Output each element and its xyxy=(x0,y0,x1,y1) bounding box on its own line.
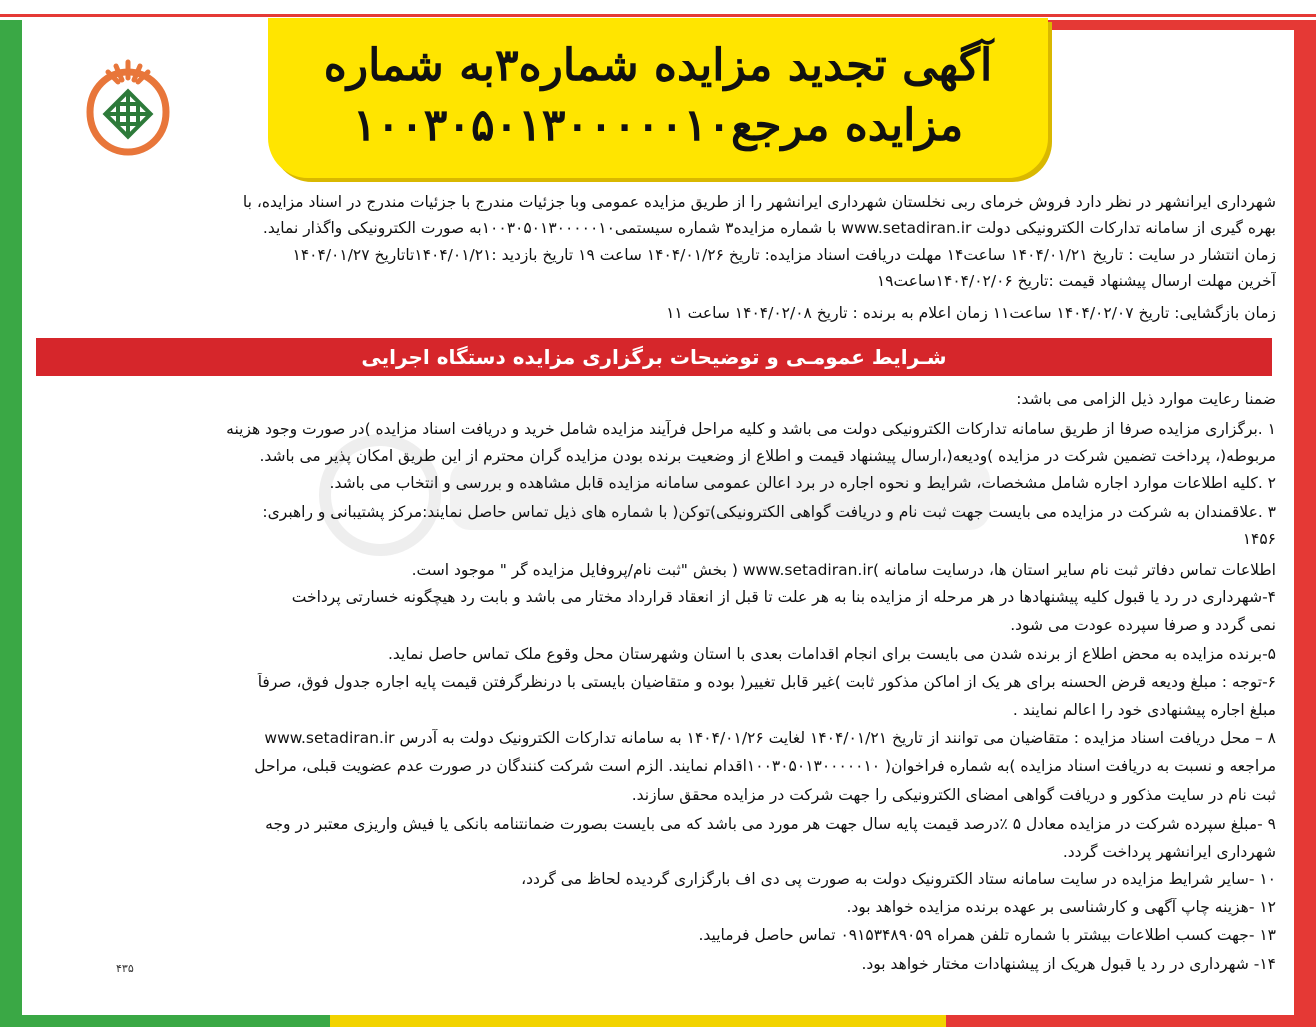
left-green-border xyxy=(0,20,22,1027)
title-line-1: آگهی تجدید مزایده شماره۳به شماره xyxy=(323,40,993,91)
condition-line: اطلاعات تماس دفاتر ثبت نام سایر استان ها، درسایت سامانه )www.setadiran.ir ( بخش "ثبت نام/پروفایل مزایده گر " موجود است. xyxy=(411,561,1276,579)
condition-line: ۹ -مبلغ سپرده شرکت در مزایده معادل ۵ ٪درصد قیمت پایه سال جهت هر مورد می باشد که می بایست بصورت ضمانتنامه بانکی یا فیش واریزی معتبر در وجه xyxy=(265,815,1276,833)
condition-line: ۶-توجه : مبلغ ودیعه قرض الحسنه برای هر یک از اماکن مذکور ثابت )غیر قابل تغییر( بوده و متقاضیان بایستی با درنظرگرفتن قیمت پایه اجاره جدول فوق، صرفاً xyxy=(257,673,1276,691)
right-red-border xyxy=(1294,20,1316,1027)
top-border xyxy=(0,0,1316,17)
conditions-banner xyxy=(36,338,1272,376)
bottom-red-border xyxy=(946,1015,1316,1027)
bottom-green-border xyxy=(0,1015,330,1027)
intro-line: بهره گیری از سامانه تدارکات الکترونیکی دولت www.setadiran.ir با شماره مزایده۳ شماره سیستمی۱۰۰۳۰۵۰۱۳۰۰۰۰۰۱۰به صورت الکترونیکی واگذار نماید. xyxy=(262,219,1276,237)
municipality-emblem-icon xyxy=(78,58,178,158)
condition-line: ۴-شهرداری در رد یا قبول کلیه پیشنهادها در هر مرحله از مزایده بنا به هر علت تا قبل از انعقاد قرارداد مختار می باشد و بابت رد هیچگونه خسارتی پرداخت xyxy=(291,588,1276,606)
top-right-red-border xyxy=(1040,20,1316,30)
page-number: ۴۳۵ xyxy=(116,962,134,975)
condition-line: ۲ .کلیه اطلاعات موارد اجاره شامل مشخصات، شرایط و نحوه اجاره در برد اعالن عمومی سامانه مزایده قابل مشاهده و بررسی و انتخاب می باشد. xyxy=(329,474,1276,492)
condition-line: ۸ – محل دریافت اسناد مزایده : متقاضیان می توانند از تاریخ ۱۴۰۴/۰۱/۲۱ لغایت ۱۴۰۴/۰۱/۲۶ به سامانه تدارکات الکترونیک دولت به آدرس www.setadiran.ir xyxy=(264,729,1276,747)
banner-title: شـرایط عمومـی و توضیحات برگزاری مزایده دستگاه اجرایی xyxy=(361,345,947,369)
title-line-2: مزایده مرجع۱۰۰۳۰۵۰۱۳۰۰۰۰۰۱۰ xyxy=(352,100,964,151)
condition-line: ۱۴۵۶ xyxy=(1242,530,1276,548)
title-box xyxy=(268,18,1048,178)
condition-line: ضمنا رعایت موارد ذیل الزامی می باشد: xyxy=(1016,390,1276,408)
condition-line: مبلغ اجاره پیشنهادی خود را اعالم نمایند . xyxy=(1012,701,1276,719)
condition-line: ۱۲ -هزینه چاپ آگهی و کارشناسی بر عهده برنده مزایده خواهد بود. xyxy=(846,898,1276,916)
condition-line: مراجعه و نسبت به دریافت اسناد مزایده )به شماره فراخوان( ۱۰۰۳۰۵۰۱۳۰۰۰۰۰۱۰اقدام نمایند. الزم است شرکت کنندگان در صورت عدم عضویت قبلی، مراحل xyxy=(254,757,1276,775)
condition-line: ۱۴- شهرداری در رد یا قبول هریک از پیشنهادات مختار خواهد بود. xyxy=(861,955,1276,973)
condition-line: ۱۳ -جهت کسب اطلاعات بیشتر با شماره تلفن همراه ۰۹۱۵۳۴۸۹۰۵۹ تماس حاصل فرمایید. xyxy=(698,926,1276,944)
condition-line: ۳ .علاقمندان به شرکت در مزایده می بایست جهت ثبت نام و دریافت گواهی الکترونیکی)توکن( با شماره های ذیل تماس حاصل نمایند:مرکز پشتیبانی و راهبری: xyxy=(262,503,1276,521)
intro-line: زمان بازگشایی: تاریخ ۱۴۰۴/۰۲/۰۷ ساعت۱۱ زمان اعلام به برنده : تاریخ ۱۴۰۴/۰۲/۰۸ ساعت ۱۱ xyxy=(666,304,1276,322)
condition-line: ۱۰ -سایر شرایط مزایده در سایت سامانه ستاد الکترونیک دولت به صورت پی دی اف بارگزاری گردیده لحاظ می گردد، xyxy=(521,870,1276,888)
intro-line: شهرداری ایرانشهر در نظر دارد فروش خرمای ربی نخلستان شهرداری ایرانشهر را از طریق مزایده عمومی وبا جزئیات مندرج با جزئیات مندرج در اسناد مزایده، با xyxy=(242,193,1276,211)
condition-line: ۱ .برگزاری مزایده صرفا از طریق سامانه تدارکات الکترونیکی دولت می باشد و کلیه مراحل فرآیند مزایده شامل خرید و دریافت اسناد مزایده )در صورت وجود هزینه xyxy=(226,420,1276,438)
intro-line: آخرین مهلت ارسال پیشنهاد قیمت :تاریخ ۱۴۰۴/۰۲/۰۶ساعت۱۹ xyxy=(876,272,1276,290)
condition-line: شهرداری ایرانشهر پرداخت گردد. xyxy=(1062,843,1276,861)
intro-line: زمان انتشار در سایت : تاریخ ۱۴۰۴/۰۱/۲۱ ساعت۱۴ مهلت دریافت اسناد مزایده: تاریخ ۱۴۰۴/۰۱/۲۶ ساعت ۱۹ تاریخ بازدید :۱۴۰۴/۰۱/۲۱تاتاریخ ۱۴۰۴/۰۱/۲۷ xyxy=(292,246,1276,264)
condition-line: ۵-برنده مزایده به محض اطلاع از برنده شدن می بایست برای انجام اقدامات بعدی با استان وشهرستان محل وقوع ملک تماس حاصل نماید. xyxy=(387,645,1276,663)
condition-line: نمی گردد و صرفا سپرده عودت می شود. xyxy=(1010,616,1276,634)
condition-line: ثبت نام در سایت مذکور و دریافت گواهی امضای الکترونیکی را جهت شرکت در مزایده محقق سازند. xyxy=(631,786,1276,804)
condition-line: مربوطه(، پرداخت تضمین شرکت در مزایده )ودیعه(،ارسال پیشنهاد قیمت و اطلاع از وضعیت برنده بودن مزایده گران محترم از این طریق امکان پذیر می باشد. xyxy=(259,447,1276,465)
